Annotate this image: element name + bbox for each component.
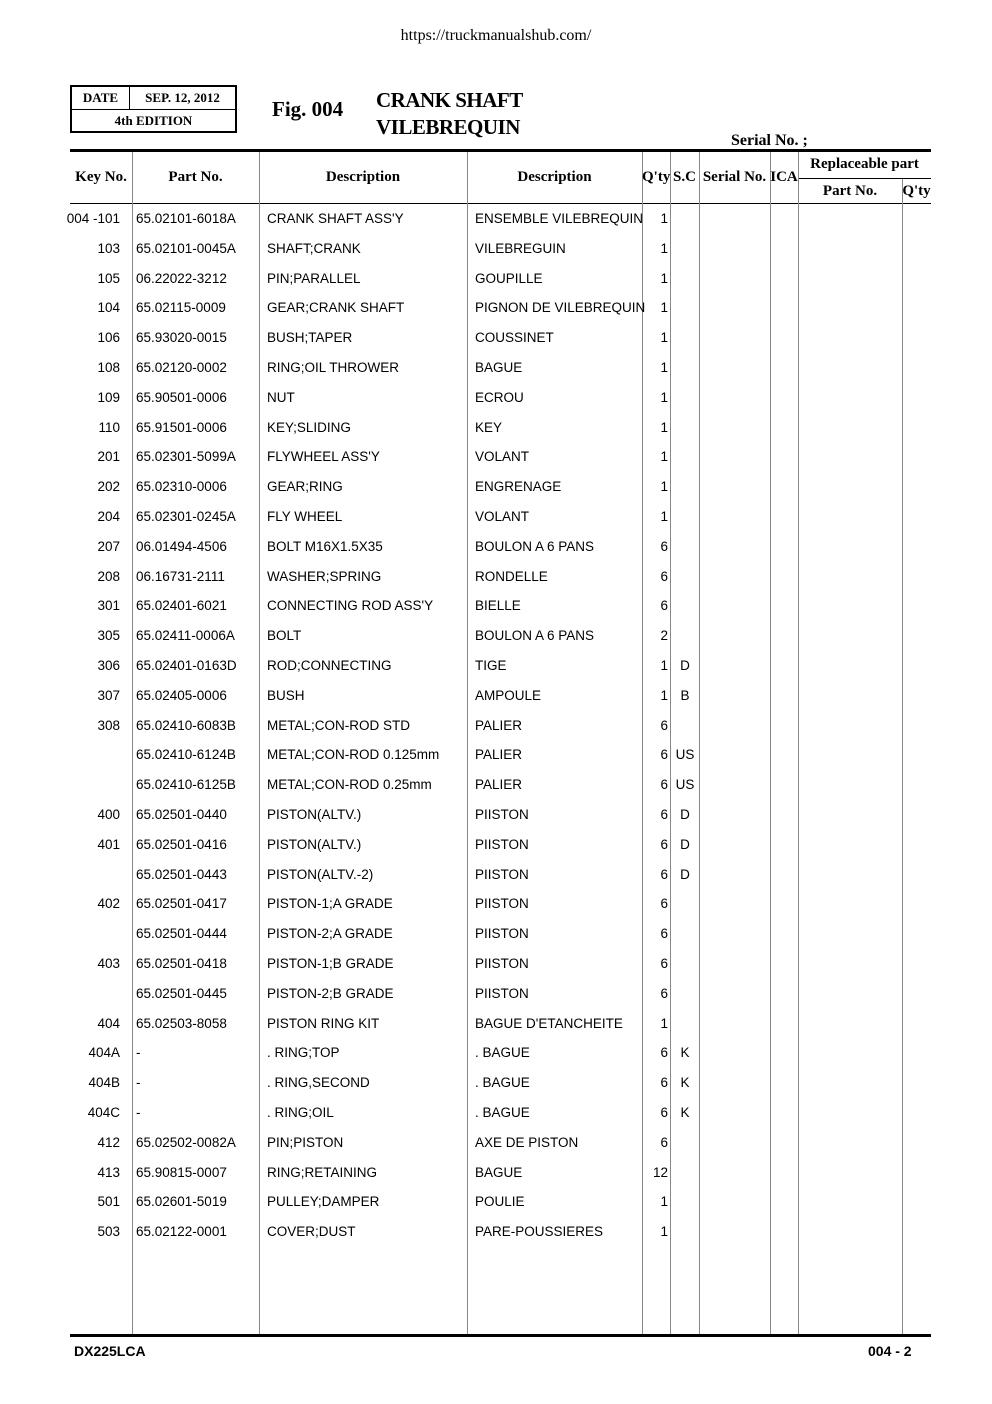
- part-no: 65.02122-0001: [136, 1224, 227, 1240]
- qty: 6: [660, 777, 668, 793]
- part-no: 65.02301-5099A: [136, 449, 236, 465]
- description-en: CONNECTING ROD ASS'Y: [267, 598, 434, 614]
- description-en: . RING;TOP: [267, 1045, 340, 1061]
- key-no: 108: [97, 359, 120, 375]
- part-no: 65.90815-0007: [136, 1164, 227, 1180]
- qty: 1: [660, 1194, 668, 1210]
- part-no: 65.02503-8058: [136, 1015, 227, 1031]
- table-row: [0, 1067, 992, 1097]
- table-row: [0, 412, 992, 442]
- description-en: BUSH;TAPER: [267, 330, 353, 346]
- qty: 1: [660, 270, 668, 286]
- table-row: [0, 501, 992, 531]
- description-fr: BAGUE: [475, 359, 523, 375]
- qty: 1: [660, 419, 668, 435]
- description-en: METAL;CON-ROD 0.25mm: [267, 777, 432, 793]
- part-no: 65.02411-0006A: [136, 628, 235, 644]
- table-row: [0, 1127, 992, 1157]
- qty: 1: [660, 479, 668, 495]
- table-row: [0, 978, 992, 1008]
- description-en: FLY WHEEL: [267, 508, 343, 524]
- description-fr: PIISTON: [475, 896, 529, 912]
- description-en: PISTON(ALTV.): [267, 806, 362, 822]
- table-row: [0, 441, 992, 471]
- description-fr: PIISTON: [475, 955, 529, 971]
- sc: K: [680, 1104, 690, 1120]
- qty: 12: [652, 1164, 668, 1180]
- description-fr: BAGUE D'ETANCHEITE: [475, 1015, 623, 1031]
- qty: 6: [660, 955, 668, 971]
- table-row: [0, 1186, 992, 1216]
- table-row: [0, 1008, 992, 1038]
- header-part-no: Part No.: [168, 169, 223, 185]
- table-row: [0, 620, 992, 650]
- qty: 1: [660, 1015, 668, 1031]
- qty: 6: [660, 806, 668, 822]
- table-row: [0, 561, 992, 591]
- model-name: DX225LCA: [74, 1343, 146, 1359]
- key-no: 306: [97, 657, 120, 673]
- part-no: 65.02501-0416: [136, 836, 227, 852]
- table-row: [0, 1037, 992, 1067]
- key-no: 103: [97, 240, 120, 256]
- description-fr: POULIE: [475, 1194, 525, 1210]
- key-no: 110: [98, 419, 120, 435]
- key-no: 402: [97, 896, 120, 912]
- description-en: PISTON RING KIT: [267, 1015, 380, 1031]
- description-en: PULLEY;DAMPER: [267, 1194, 380, 1210]
- page-number: 004 - 2: [868, 1343, 912, 1359]
- key-no: 307: [97, 687, 120, 703]
- page-title: CRANK SHAFT: [376, 88, 523, 112]
- key-no: 207: [97, 538, 120, 554]
- key-no: 404C: [87, 1104, 120, 1120]
- description-fr: PALIER: [475, 747, 523, 763]
- qty: 6: [660, 1045, 668, 1061]
- description-en: PISTON-2;B GRADE: [267, 985, 394, 1001]
- table-row: [0, 531, 992, 561]
- key-no: 305: [97, 628, 120, 644]
- qty: 6: [660, 866, 668, 882]
- qty: 6: [660, 1075, 668, 1091]
- table-row: [0, 322, 992, 352]
- header-sc: S.C: [673, 169, 696, 185]
- table-row: [0, 948, 992, 978]
- key-no: 301: [97, 598, 120, 614]
- part-no: 65.91501-0006: [136, 419, 227, 435]
- table-row: [0, 769, 992, 799]
- qty: 1: [660, 687, 668, 703]
- description-fr: . BAGUE: [475, 1075, 530, 1091]
- description-en: PIN;PARALLEL: [267, 270, 361, 286]
- key-no: 404A: [88, 1045, 120, 1061]
- part-no: 65.93020-0015: [136, 330, 227, 346]
- sc: B: [680, 687, 690, 703]
- key-no: 202: [97, 479, 120, 495]
- key-no: 201: [97, 449, 120, 465]
- description-en: METAL;CON-ROD STD: [267, 717, 411, 733]
- qty: 6: [660, 717, 668, 733]
- sc: US: [675, 747, 695, 763]
- description-en: BOLT: [267, 628, 302, 644]
- qty: 1: [660, 240, 668, 256]
- key-no: 404: [97, 1015, 120, 1031]
- sc: K: [680, 1075, 690, 1091]
- description-en: METAL;CON-ROD 0.125mm: [267, 747, 440, 763]
- description-fr: BIELLE: [475, 598, 521, 614]
- key-no: 404B: [88, 1075, 120, 1091]
- part-no: 65.02501-0444: [136, 926, 227, 942]
- header-replaceable-qty: Q'ty: [902, 183, 931, 199]
- description-fr: KEY: [475, 419, 503, 435]
- table-row: [0, 799, 992, 829]
- part-no: 65.02410-6124B: [136, 747, 236, 763]
- date-row: [72, 87, 235, 110]
- table-row: [0, 471, 992, 501]
- description-fr: . BAGUE: [475, 1045, 530, 1061]
- description-fr: ENSEMBLE VILEBREQUIN: [475, 211, 644, 226]
- table-row: [0, 1157, 992, 1187]
- table-row: [0, 233, 992, 263]
- part-no: 65.02501-0418: [136, 955, 227, 971]
- description-fr: ECROU: [475, 389, 524, 405]
- description-en: GEAR;CRANK SHAFT: [267, 300, 405, 316]
- key-no: 204: [97, 508, 120, 524]
- description-fr: AXE DE PISTON: [475, 1134, 579, 1150]
- part-no: 65.02310-0006: [136, 479, 227, 495]
- description-en: ROD;CONNECTING: [267, 657, 392, 673]
- description-fr: PARE-POUSSIERES: [475, 1224, 604, 1240]
- description-fr: PIISTON: [475, 926, 529, 942]
- date-box: [70, 85, 237, 133]
- table-row: [0, 710, 992, 740]
- description-fr: PIISTON: [475, 806, 529, 822]
- part-no: 65.02120-0002: [136, 359, 227, 375]
- qty: 1: [660, 389, 668, 405]
- figure-number: Fig. 004: [272, 97, 344, 121]
- description-fr: . BAGUE: [475, 1104, 530, 1120]
- sc: D: [680, 657, 690, 673]
- qty: 2: [660, 628, 668, 644]
- key-no: 413: [97, 1164, 120, 1180]
- description-en: PIN;PISTON: [267, 1134, 344, 1150]
- table-row: [0, 203, 992, 233]
- header-description-fr: Description: [517, 169, 592, 185]
- description-en: . RING;OIL: [267, 1104, 334, 1120]
- key-no: 400: [97, 806, 120, 822]
- description-fr: ENGRENAGE: [475, 479, 562, 495]
- sc: US: [675, 777, 695, 793]
- qty: 1: [660, 657, 668, 673]
- header-serial-no: Serial No.: [702, 169, 767, 185]
- table-row: [0, 918, 992, 948]
- header-replaceable-part-no: Part No.: [822, 183, 878, 199]
- description-fr: VOLANT: [475, 449, 530, 465]
- qty: 6: [660, 598, 668, 614]
- description-en: COVER;DUST: [267, 1224, 356, 1240]
- part-no: 65.02115-0009: [136, 300, 226, 316]
- key-no: 503: [97, 1224, 120, 1240]
- part-no: 06.22022-3212: [136, 270, 227, 286]
- sc: D: [680, 806, 690, 822]
- qty: 6: [660, 747, 668, 763]
- description-fr: BOULON A 6 PANS: [475, 628, 595, 644]
- key-no: 106: [97, 330, 120, 346]
- table-row: [0, 739, 992, 769]
- description-en: PISTON-2;A GRADE: [267, 926, 393, 942]
- source-url[interactable]: https://truckmanualshub.com/: [400, 27, 592, 44]
- qty: 1: [660, 508, 668, 524]
- key-no: 109: [97, 389, 120, 405]
- part-no: 65.02101-6018A: [136, 211, 236, 226]
- key-no: 105: [97, 270, 120, 286]
- part-no: -: [136, 1075, 141, 1091]
- replaceable-divider: [798, 178, 931, 179]
- description-fr: AMPOULE: [475, 687, 542, 703]
- table-row: [0, 352, 992, 382]
- description-fr: COUSSINET: [475, 330, 554, 346]
- description-fr: PALIER: [475, 717, 523, 733]
- description-en: CRANK SHAFT ASS'Y: [267, 211, 404, 226]
- qty: 6: [660, 836, 668, 852]
- description-en: RING;RETAINING: [267, 1164, 378, 1180]
- sc: K: [680, 1045, 690, 1061]
- description-fr: VILEBREGUIN: [475, 240, 566, 256]
- description-fr: BOULON A 6 PANS: [475, 538, 595, 554]
- key-no: 004 -101: [66, 211, 120, 226]
- qty: 6: [660, 896, 668, 912]
- description-fr: BAGUE: [475, 1164, 523, 1180]
- part-no: 65.02410-6125B: [136, 777, 236, 793]
- edition-label: 4th EDITION: [114, 113, 193, 128]
- description-en: . RING,SECOND: [267, 1075, 370, 1091]
- part-no: 65.02301-0245A: [136, 508, 236, 524]
- description-fr: GOUPILLE: [475, 270, 543, 286]
- key-no: 208: [97, 568, 120, 584]
- qty: 6: [660, 1104, 668, 1120]
- key-no: 412: [97, 1134, 120, 1150]
- table-top-rule: [70, 149, 931, 152]
- part-no: 65.02401-0163D: [136, 657, 237, 673]
- date-label: DATE: [72, 87, 130, 109]
- qty: 1: [660, 300, 668, 316]
- description-fr: PALIER: [475, 777, 523, 793]
- part-no: 65.02405-0006: [136, 687, 227, 703]
- key-no: 104: [97, 300, 120, 316]
- key-no: 403: [97, 955, 120, 971]
- description-en: WASHER;SPRING: [267, 568, 382, 584]
- description-fr: RONDELLE: [475, 568, 548, 584]
- part-no: 65.02501-0443: [136, 866, 227, 882]
- key-no: 308: [97, 717, 120, 733]
- part-no: 65.90501-0006: [136, 389, 227, 405]
- qty: 1: [660, 330, 668, 346]
- part-no: -: [136, 1045, 141, 1061]
- key-no: 401: [97, 836, 120, 852]
- part-no: 65.02501-0417: [136, 896, 227, 912]
- description-en: GEAR;RING: [267, 479, 343, 495]
- table-row: [0, 382, 992, 412]
- key-no: 501: [97, 1194, 120, 1210]
- description-en: PISTON-1;A GRADE: [267, 896, 393, 912]
- qty: 1: [660, 449, 668, 465]
- page-title-french: VILEBREQUIN: [376, 115, 520, 139]
- qty: 6: [660, 568, 668, 584]
- description-fr: PIGNON DE VILEBREQUIN: [475, 300, 646, 316]
- qty: 6: [660, 538, 668, 554]
- description-en: PISTON(ALTV.): [267, 836, 362, 852]
- part-no: 65.02601-5019: [136, 1194, 227, 1210]
- description-fr: PIISTON: [475, 866, 529, 882]
- table-row: [0, 1216, 992, 1246]
- parts-table-body: [0, 203, 992, 1246]
- description-en: BUSH: [267, 687, 305, 703]
- serial-number-label: Serial No. ;: [731, 132, 808, 149]
- table-row: [0, 650, 992, 680]
- description-en: SHAFT;CRANK: [267, 240, 361, 256]
- part-no: 65.02501-0445: [136, 985, 227, 1001]
- qty: 1: [660, 211, 668, 226]
- table-row: [0, 292, 992, 322]
- description-fr: TIGE: [475, 657, 507, 673]
- qty: 1: [660, 359, 668, 375]
- description-en: KEY;SLIDING: [267, 419, 351, 435]
- sc: D: [680, 866, 690, 882]
- qty: 1: [660, 1224, 668, 1240]
- header-key-no: Key No.: [75, 169, 127, 185]
- table-row: [0, 680, 992, 710]
- description-fr: PIISTON: [475, 836, 529, 852]
- table-row: [0, 263, 992, 293]
- description-en: BOLT M16X1.5X35: [267, 538, 383, 554]
- part-no: 06.16731-2111: [136, 568, 225, 584]
- header-qty: Q'ty: [642, 169, 671, 185]
- part-no: 65.02501-0440: [136, 806, 227, 822]
- header-description-en: Description: [325, 169, 401, 185]
- part-no: 06.01494-4506: [136, 538, 227, 554]
- date-value: SEP. 12, 2012: [145, 90, 220, 105]
- part-no: 65.02101-0045A: [136, 240, 236, 256]
- description-en: FLYWHEEL ASS'Y: [267, 449, 380, 465]
- header-ica: ICA: [770, 169, 798, 185]
- qty: 6: [660, 1134, 668, 1150]
- header-replaceable-part: Replaceable part: [810, 156, 919, 172]
- part-no: -: [136, 1104, 141, 1120]
- part-no: 65.02410-6083B: [136, 717, 236, 733]
- table-row: [0, 590, 992, 620]
- description-fr: PIISTON: [475, 985, 529, 1001]
- description-en: PISTON-1;B GRADE: [267, 955, 394, 971]
- description-en: NUT: [267, 389, 295, 405]
- description-en: PISTON(ALTV.-2): [267, 866, 374, 882]
- part-no: 65.02401-6021: [136, 598, 227, 614]
- part-no: 65.02502-0082A: [136, 1134, 236, 1150]
- sc: D: [680, 836, 690, 852]
- table-row: [0, 859, 992, 889]
- description-en: RING;OIL THROWER: [267, 359, 400, 375]
- table-row: [0, 829, 992, 859]
- qty: 6: [660, 926, 668, 942]
- table-row: [0, 888, 992, 918]
- qty: 6: [660, 985, 668, 1001]
- table-bottom-rule: [70, 1334, 931, 1337]
- description-fr: VOLANT: [475, 508, 530, 524]
- table-row: [0, 1097, 992, 1127]
